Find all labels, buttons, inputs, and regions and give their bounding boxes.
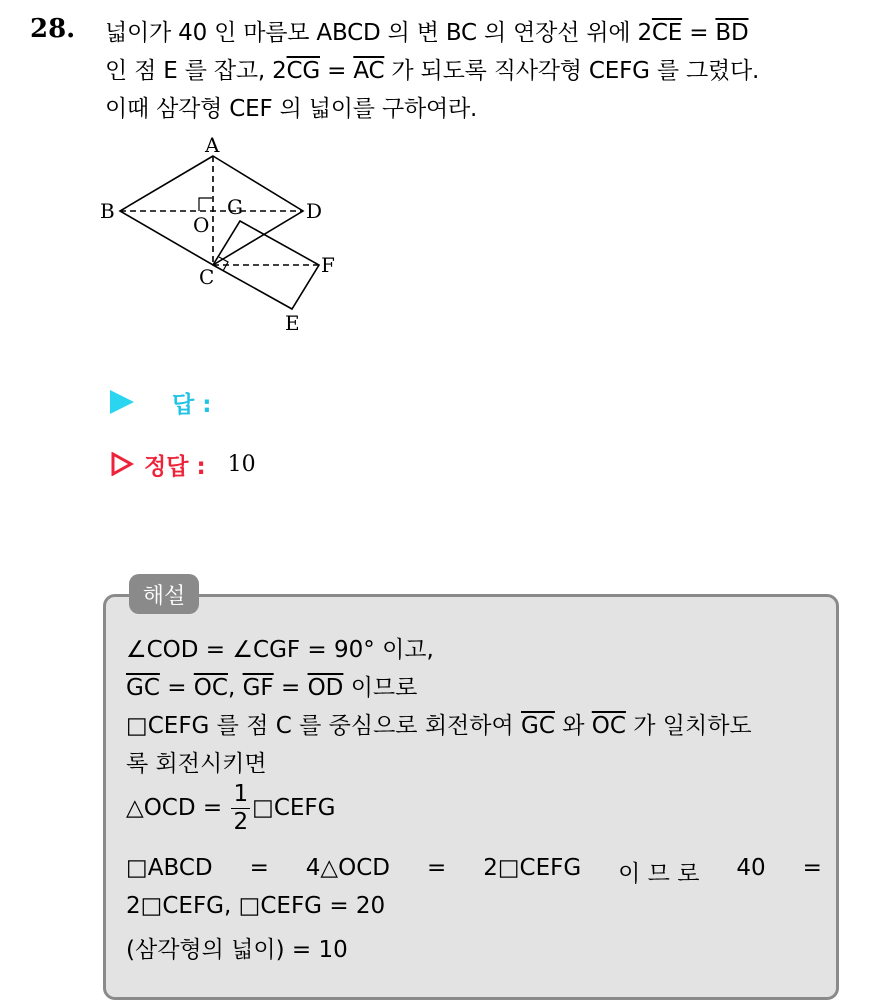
segment-bd: $\overline{BD}$: [715, 20, 749, 46]
explanation-line-6: □ABCD = 4△OCD = 2□CEFG 이 므 로 40 =: [126, 855, 822, 887]
outline-arrow-icon: [110, 452, 134, 476]
explanation-line-3: □CEFG 를 점 C 를 중심으로 회전하여 $\overline{GC}$ 와 $\overline{OC}$ 가 일치하도: [126, 713, 752, 739]
right-angle-o-mark: [199, 198, 212, 211]
explanation-line-5: △OCD = $\frac{1}{2}$ □CEFG: [126, 781, 336, 835]
label-b: B: [100, 199, 115, 223]
explanation-tab: 해설: [129, 574, 199, 614]
label-a: A: [205, 134, 220, 157]
explanation-line-2: $\overline{GC} = \overline{OC}$, $\overline{GF} = \overline{OD}$ 이므로: [126, 675, 418, 701]
label-d: D: [306, 199, 323, 223]
correct-answer-value: 10: [227, 451, 256, 477]
problem-statement: [105, 14, 875, 128]
label-c: C: [199, 265, 215, 289]
problem-line-1: 넓이가 40 인 마름모 ABCD 의 변 BC 의 연장선 위에 $2\overline{CE} = \overline{BD}$: [105, 20, 749, 46]
label-f: F: [321, 253, 335, 277]
problem-number: 28.: [30, 14, 76, 44]
correct-answer-label: 정답 :: [144, 453, 206, 480]
problem-line-2: 인 점 E 를 잡고, $2\overline{CG} = \overline{AC}$ 가 되도록 직사각형 CEFG 를 그렸다.: [105, 58, 760, 84]
explanation-line-8: (삼각형의 넓이) = 10: [126, 937, 348, 963]
label-g: G: [227, 195, 243, 219]
explanation-line-4: 록 회전시키면: [126, 751, 267, 777]
answer-label: 답 :: [172, 391, 212, 418]
play-arrow-icon: [110, 390, 134, 414]
segment-ac: $\overline{AC}$: [353, 58, 385, 84]
correct-answer-row: [110, 447, 256, 481]
segment-cg: $\overline{CG}$: [286, 58, 321, 84]
explanation-line-1: ∠COD = ∠CGF = 90° 이고,: [126, 637, 434, 663]
fraction-one-half: $\frac{1}{2}$: [233, 781, 249, 835]
problem-line-3: 이때 삼각형 CEF 의 넓이를 구하여라.: [105, 96, 478, 122]
rhombus-rectangle-diagram: [95, 134, 345, 339]
explanation-line-7: 2□CEFG, □CEFG = 20: [126, 893, 386, 919]
answer-row: [110, 385, 211, 419]
label-e: E: [285, 311, 300, 335]
segment-ce: $\overline{CE}$: [651, 20, 683, 46]
label-o: O: [193, 213, 210, 237]
